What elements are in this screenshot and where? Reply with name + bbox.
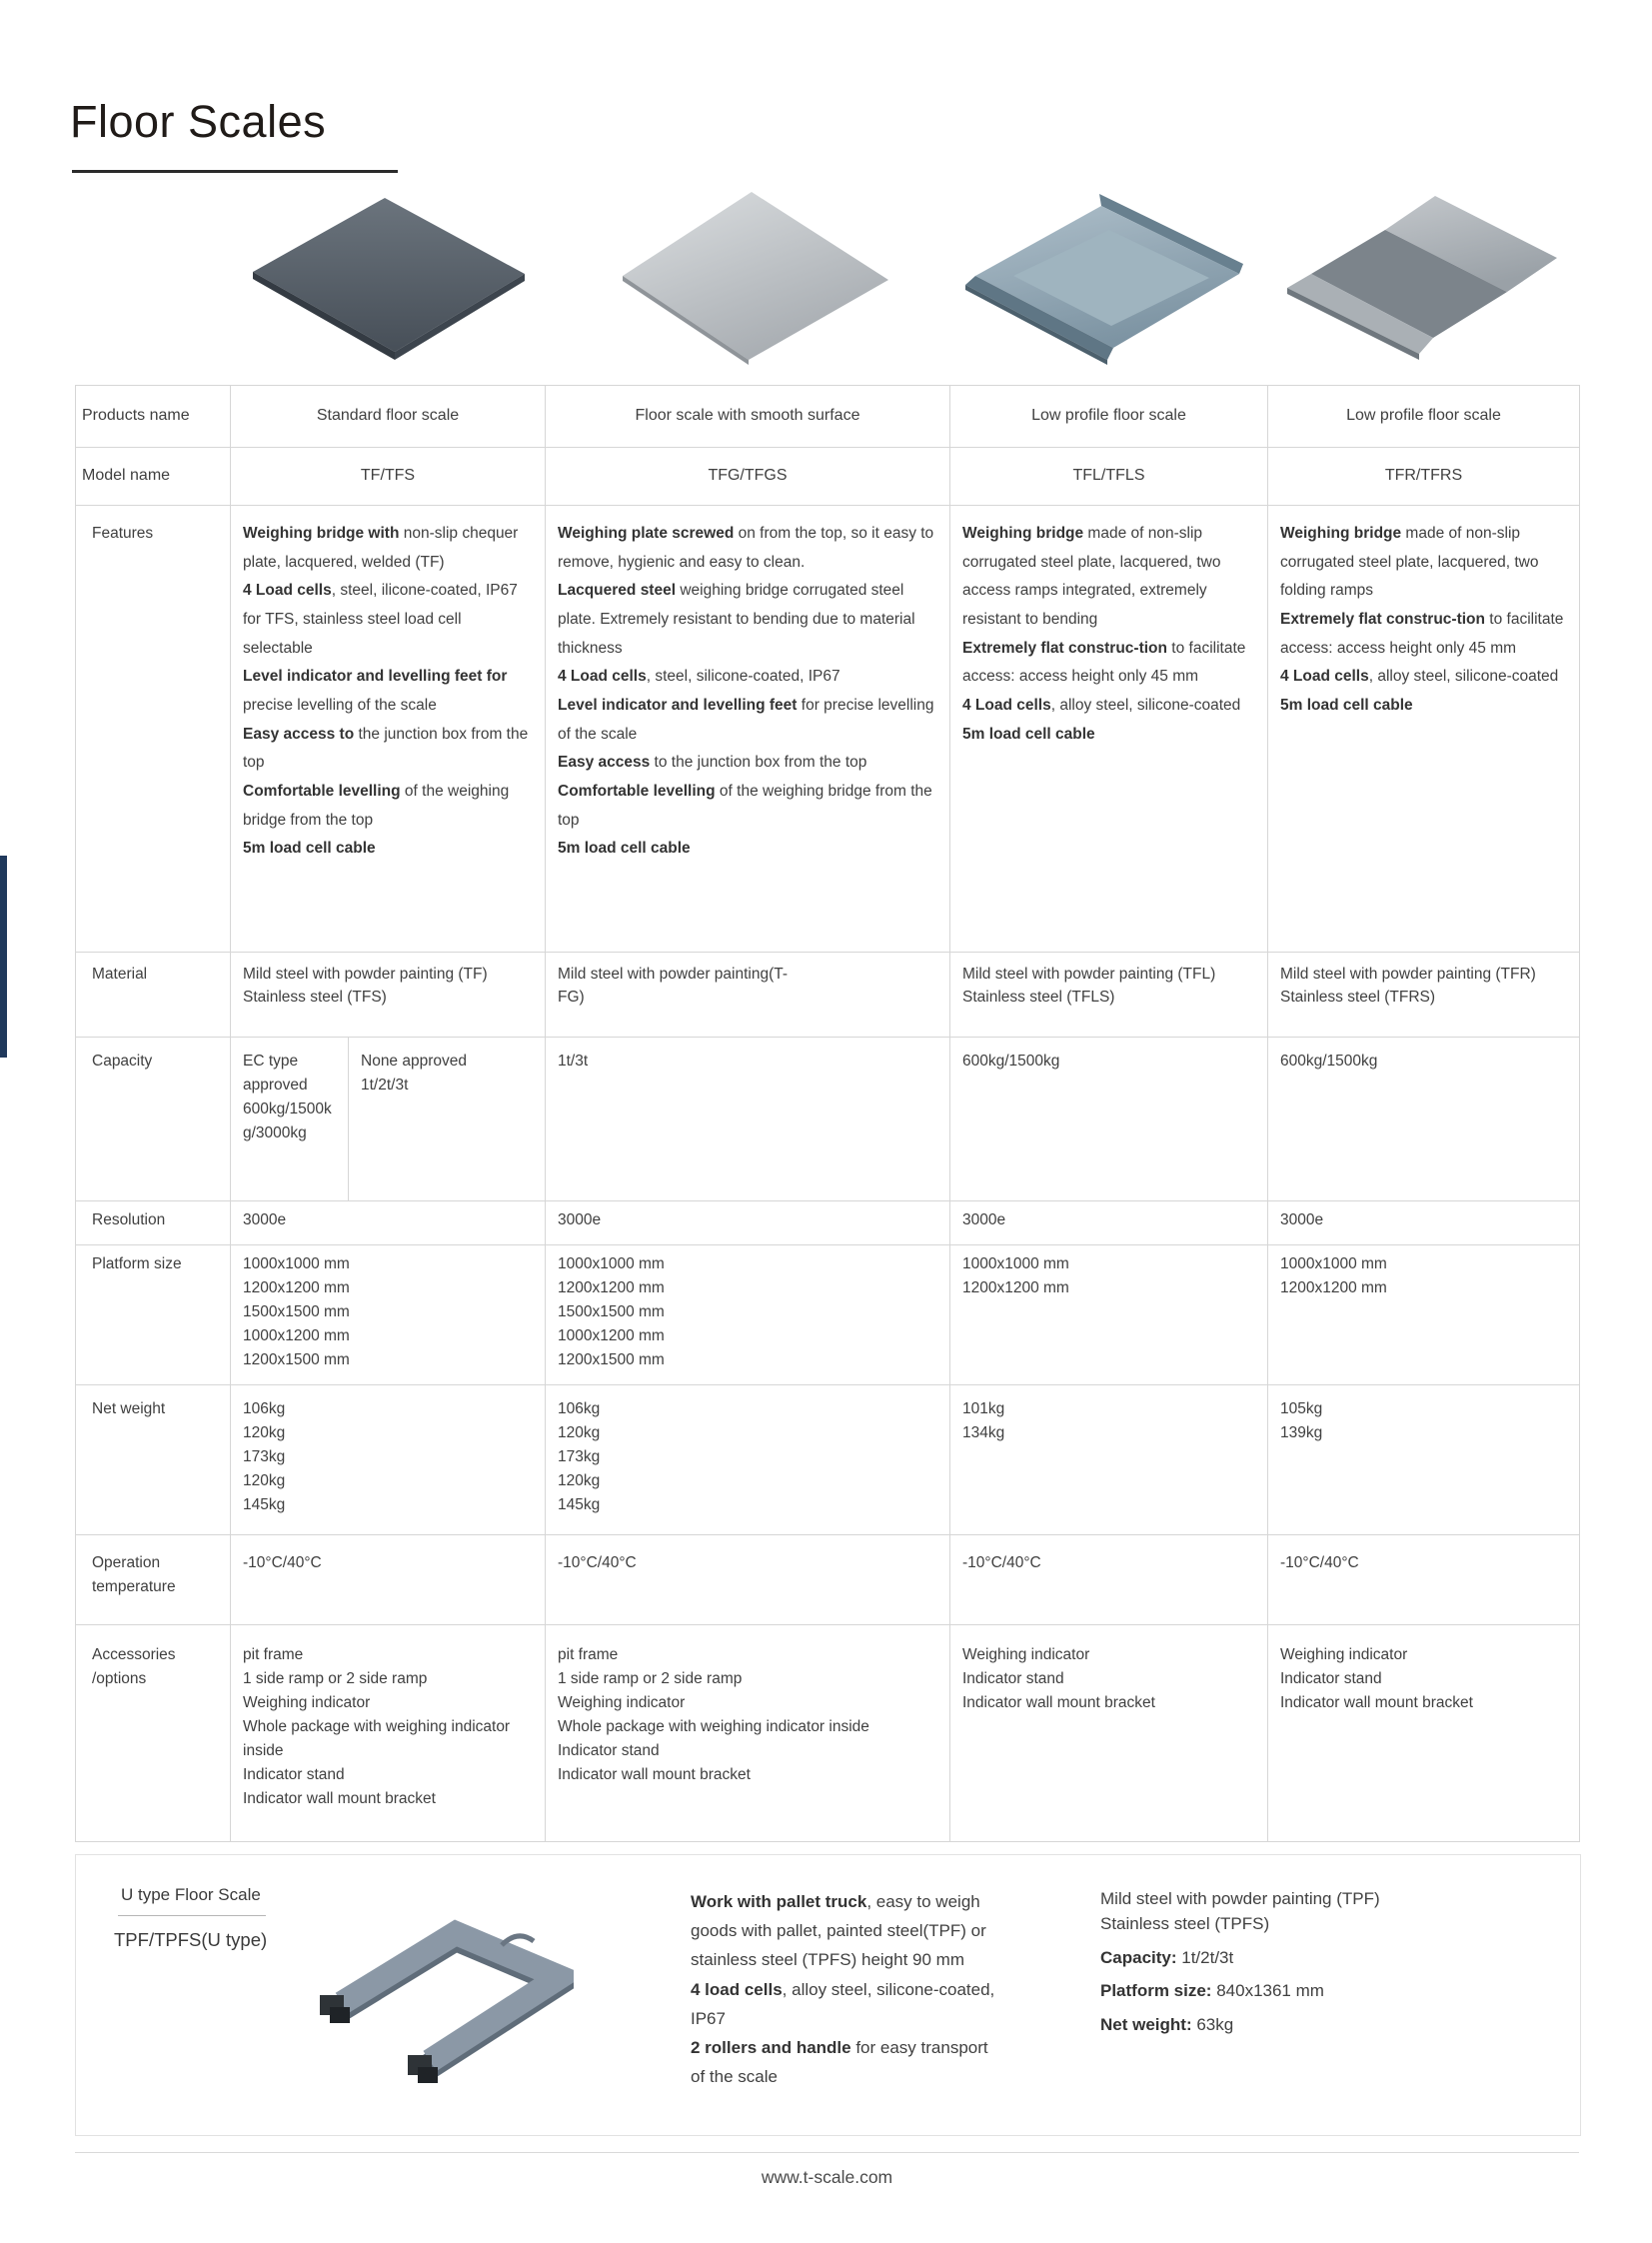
capacity-tfl: 600kg/1500kg bbox=[950, 1038, 1268, 1201]
resolution-tf: 3000e bbox=[231, 1201, 546, 1245]
standard-floor-scale-image bbox=[235, 188, 535, 366]
row-operation-temperature bbox=[76, 1535, 1580, 1625]
material-tfr: Mild steel with powder painting (TFR) Stainless steel (TFRS) bbox=[1268, 953, 1580, 1038]
row-label-accessories: Accessories /options bbox=[76, 1625, 231, 1842]
operation-temperature-tf: -10°C/40°C bbox=[231, 1535, 546, 1625]
row-label-capacity: Capacity bbox=[76, 1038, 231, 1201]
low-profile-folding-ramps-floor-scale-image bbox=[1267, 188, 1567, 366]
smooth-surface-floor-scale-image bbox=[597, 188, 902, 366]
platform-size-tf: 1000x1000 mm 1200x1200 mm 1500x1500 mm 1000x1200 mm 1200x1500 mm bbox=[231, 1245, 546, 1385]
capacity-tf-ec-text: EC type approved 600kg/1500kg/3000kg bbox=[243, 1053, 332, 1142]
features-tfl: Weighing bridge made of non-slip corrugated steel plate, lacquered, two access ramps integrated, extremely resistant to bending Extremely flat construc-tion to facilitate access: access height only 45 mm 4 Load cells, alloy steel, silicone-coated 5m load cell cable bbox=[950, 506, 1268, 953]
model-tfl: TFL/TFLS bbox=[950, 448, 1268, 506]
net-weight-tfr: 105kg 139kg bbox=[1268, 1385, 1580, 1535]
row-capacity bbox=[76, 1038, 1580, 1201]
resolution-tfl: 3000e bbox=[950, 1201, 1268, 1245]
capacity-tfg: 1t/3t bbox=[546, 1038, 950, 1201]
u-type-heading-underline bbox=[118, 1915, 266, 1916]
model-tf: TF/TFS bbox=[231, 448, 546, 506]
accessories-tf: pit frame 1 side ramp or 2 side ramp Weighing indicator Whole package with weighing indicator inside Indicator stand Indicator wall mount bracket bbox=[231, 1625, 546, 1842]
product-name-tf: Standard floor scale bbox=[231, 386, 546, 448]
model-tfg: TFG/TFGS bbox=[546, 448, 950, 506]
row-label-model-name: Model name bbox=[76, 448, 231, 506]
row-label-net-weight: Net weight bbox=[76, 1385, 231, 1535]
row-features bbox=[76, 506, 1580, 953]
accessories-tfl: Weighing indicator Indicator stand Indicator wall mount bracket bbox=[950, 1625, 1268, 1842]
features-tf: Weighing bridge with non-slip chequer plate, lacquered, welded (TF) 4 Load cells, steel, ilicone-coated, IP67 for TFS, stainless steel load cell selectable Level indicator and levelling feet for precise levelling of the scale Easy access to the junction box from the top Comfortable levelling of the weighing bridge from the top 5m load cell cable bbox=[231, 506, 546, 953]
platform-size-tfr: 1000x1000 mm 1200x1200 mm bbox=[1268, 1245, 1580, 1385]
capacity-tf-none-text: None approved 1t/2t/3t bbox=[361, 1053, 467, 1095]
u-type-floor-scale-image bbox=[304, 1903, 574, 2113]
row-label-features: Features bbox=[76, 506, 231, 953]
capacity-tf-none-approved bbox=[349, 1038, 546, 1201]
material-tfg: Mild steel with powder painting(T- FG) bbox=[546, 953, 950, 1038]
operation-temperature-tfl: -10°C/40°C bbox=[950, 1535, 1268, 1625]
u-type-heading: U type Floor Scale bbox=[121, 1885, 261, 1904]
material-tf: Mild steel with powder painting (TF) Stainless steel (TFS) bbox=[231, 953, 546, 1038]
row-label-operation-temperature: Operation temperature bbox=[76, 1535, 231, 1625]
capacity-tf-ec-approved bbox=[231, 1038, 349, 1201]
material-tfl: Mild steel with powder painting (TFL) Stainless steel (TFLS) bbox=[950, 953, 1268, 1038]
net-weight-tfg: 106kg 120kg 173kg 120kg 145kg bbox=[546, 1385, 950, 1535]
row-products-name bbox=[76, 386, 1580, 448]
u-type-model: TPF/TPFS(U type) bbox=[114, 1929, 268, 1950]
net-weight-tf: 106kg 120kg 173kg 120kg 145kg bbox=[231, 1385, 546, 1535]
u-type-section bbox=[75, 1854, 1581, 2136]
accessories-tfr: Weighing indicator Indicator stand Indicator wall mount bracket bbox=[1268, 1625, 1580, 1842]
row-label-products-name: Products name bbox=[76, 386, 231, 448]
capacity-tfr: 600kg/1500kg bbox=[1268, 1038, 1580, 1201]
product-name-tfl: Low profile floor scale bbox=[950, 386, 1268, 448]
product-name-tfr: Low profile floor scale bbox=[1268, 386, 1580, 448]
row-accessories bbox=[76, 1625, 1580, 1842]
row-material bbox=[76, 953, 1580, 1038]
u-type-specs: Mild steel with powder painting (TPF) Stainless steel (TPFS) Capacity: 1t/2t/3t Platform size: 840x1361 mm Net weight: 63kg bbox=[1100, 1889, 1380, 2035]
accessories-tfg: pit frame 1 side ramp or 2 side ramp Weighing indicator Whole package with weighing indicator inside Indicator stand Indicator wall mount bracket bbox=[546, 1625, 950, 1842]
platform-size-tfg: 1000x1000 mm 1200x1200 mm 1500x1500 mm 1000x1200 mm 1200x1500 mm bbox=[546, 1245, 950, 1385]
row-resolution bbox=[76, 1201, 1580, 1245]
row-platform-size bbox=[76, 1245, 1580, 1385]
model-tfr: TFR/TFRS bbox=[1268, 448, 1580, 506]
resolution-tfr: 3000e bbox=[1268, 1201, 1580, 1245]
title-underline bbox=[72, 170, 398, 173]
low-profile-floor-scale-image bbox=[951, 188, 1257, 366]
row-label-resolution: Resolution bbox=[76, 1201, 231, 1245]
row-net-weight bbox=[76, 1385, 1580, 1535]
row-model-name bbox=[76, 448, 1580, 506]
page-title: Floor Scales bbox=[70, 96, 327, 147]
u-type-features: Work with pallet truck, easy to weigh goods with pallet, painted steel(TPF) or stainless steel (TPFS) height 90 mm 4 load cells, alloy steel, silicone-coated, IP67 2 rollers and handle for easy transport of the scale bbox=[691, 1892, 995, 2087]
features-tfg: Weighing plate screwed on from the top, so it easy to remove, hygienic and easy to clean. Lacquered steel weighing bridge corrugated steel plate. Extremely resistant to bending due to material thickness 4 Load cells, steel, silicone-coated, IP67 Level indicator and levelling feet for precise levelling of the scale Easy access to the junction box from the top Comfortable levelling of the weighing bridge from the top 5m load cell cable bbox=[546, 506, 950, 953]
footer-divider bbox=[75, 2152, 1579, 2153]
page-edge-binding-mark bbox=[0, 856, 7, 1058]
platform-size-tfl: 1000x1000 mm 1200x1200 mm bbox=[950, 1245, 1268, 1385]
product-name-tfg: Floor scale with smooth surface bbox=[546, 386, 950, 448]
footer-url: www.t-scale.com bbox=[761, 2167, 893, 2187]
row-label-platform-size: Platform size bbox=[76, 1245, 231, 1385]
spec-table bbox=[75, 385, 1580, 1842]
net-weight-tfl: 101kg 134kg bbox=[950, 1385, 1268, 1535]
operation-temperature-tfg: -10°C/40°C bbox=[546, 1535, 950, 1625]
resolution-tfg: 3000e bbox=[546, 1201, 950, 1245]
operation-temperature-tfr: -10°C/40°C bbox=[1268, 1535, 1580, 1625]
row-label-material: Material bbox=[76, 953, 231, 1038]
features-tfr: Weighing bridge made of non-slip corrugated steel plate, lacquered, two folding ramps Extremely flat construc-tion to facilitate access: access height only 45 mm 4 Load cells, alloy steel, silicone-coated 5m load cell cable bbox=[1268, 506, 1580, 953]
